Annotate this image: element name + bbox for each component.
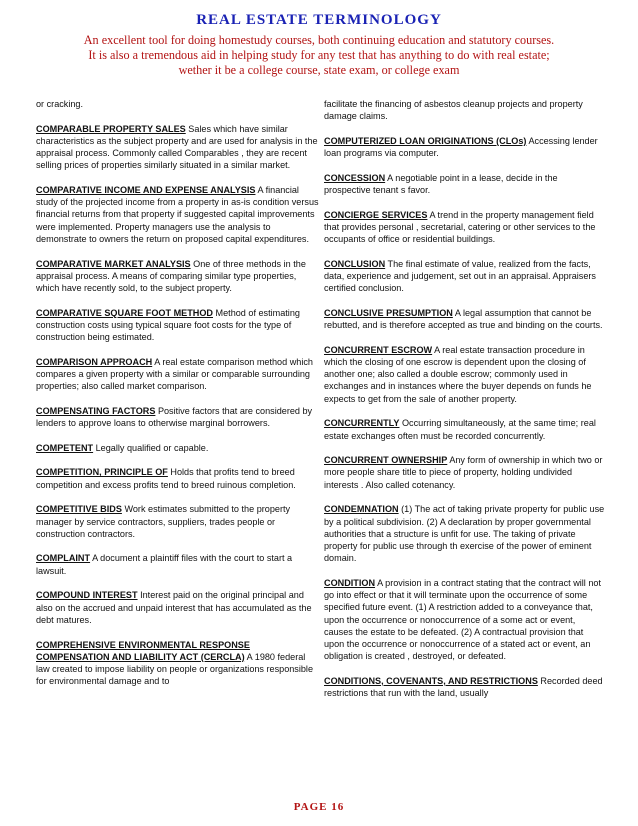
glossary-entry (36, 503, 320, 540)
glossary-definition: or cracking. (36, 99, 84, 109)
glossary-term: CONDITIONS, COVENANTS, AND RESTRICTIONS (324, 675, 538, 686)
glossary-entry (324, 503, 606, 564)
glossary-definition: A document a plaintiff files with the court to start a lawsuit. (36, 553, 293, 576)
glossary-term: COMPOUND INTEREST (36, 590, 138, 601)
glossary-entry (324, 172, 606, 196)
glossary-entry (324, 417, 606, 441)
glossary-term: CONCESSION (324, 172, 386, 183)
glossary-definition: Interest paid on the original principal and also on the accrued and unpaid interest that has accumulated as the debt matures. (36, 590, 312, 625)
subtitle-line: An excellent tool for doing homestudy courses, both continuing education and statutory courses. (83, 33, 555, 47)
glossary-definition: The final estimate of value, realized from the facts, data, experience and judgement, set out in an appraisal. Appraisers certified conclusion. (324, 258, 596, 294)
glossary-definition: Occurring simultaneously, at the same time; real estate exchanges often must be recorded concurrently. (324, 418, 596, 441)
glossary-definition: Legally qualified or capable. (95, 442, 209, 453)
glossary-term: COMPETITION, PRINCIPLE OF (36, 467, 168, 478)
glossary-definition: Accessing lender loan programs via computer. (324, 135, 598, 159)
glossary-entry (36, 184, 320, 245)
glossary-definition: A real estate comparison method which compares a given property with a similar or comparable surrounding properties; also called market comparison. (36, 356, 313, 392)
subtitle-line: It is also a tremendous aid in helping study for any test that has anything to do with real estate; (88, 48, 550, 62)
glossary-term: COMPARISON APPROACH (36, 356, 153, 367)
glossary-entry (36, 258, 320, 295)
glossary-term: COMPARATIVE MARKET ANALYSIS (36, 258, 191, 269)
glossary-definition: Recorded deed restrictions that run with the land, usually (324, 675, 603, 699)
glossary-entry (324, 675, 606, 699)
glossary-definition: Positive factors that are considered by lenders to approve loans to otherwise marginal borrowers. (36, 405, 313, 429)
glossary-entry (324, 258, 606, 295)
glossary-definition: A trend in the property management field that provides personal , secretarial, catering or other services to the occupants of office or residential buildings. (324, 209, 596, 245)
glossary-entry (324, 344, 606, 405)
glossary-entry (324, 135, 606, 159)
glossary-term: CONCLUSION (324, 258, 386, 269)
right-column (324, 98, 606, 712)
glossary-term: COMPENSATING FACTORS (36, 405, 156, 416)
glossary-term: CONDITION (324, 577, 376, 588)
glossary-entry (36, 123, 320, 172)
glossary-term: COMPARABLE PROPERTY SALES (36, 123, 186, 134)
subtitle-line: wether it be a college course, state exam, or college exam (178, 63, 460, 77)
glossary-term: COMPARATIVE INCOME AND EXPENSE ANALYSIS (36, 185, 256, 196)
glossary-entry (36, 307, 320, 344)
glossary-definition: One of three methods in the appraisal process. A means of comparing similar type properties, which have recently sold, to the subject property. (36, 258, 306, 293)
glossary-entry (36, 442, 320, 454)
glossary-entry (324, 98, 606, 122)
glossary-entry (324, 307, 606, 331)
glossary-entry (324, 577, 606, 662)
glossary-definition: A financial study of the projected income from a property in as-is condition versus financial returns from that property if suggested capital improvements were implemented. Property managers use the analysis to demonstrate to owners the return on proposed capital expenditures. (36, 185, 319, 244)
glossary-entry (36, 589, 320, 626)
glossary-term: CONCIERGE SERVICES (324, 209, 428, 220)
page-number: PAGE 16 (293, 801, 345, 813)
glossary-entry (324, 209, 606, 246)
glossary-definition: Any form of ownership in which two or more people share title to piece of property, holding undivided interests . Also called cotenancy. (324, 455, 603, 490)
glossary-definition: A real estate transaction procedure in which the closing of one escrow is dependent upon the closing of another one; also called a double escrow; commonly used in exchanges and in instances where the buyer depends on funds he expects to get from the sale of another property. (324, 344, 592, 404)
glossary-term: CONCURRENTLY (324, 418, 400, 429)
glossary-term: COMPLAINT (36, 553, 91, 564)
glossary-term: CONCURRENT ESCROW (324, 344, 433, 355)
glossary-definition: A 1980 federal law created to impose liability on people or organizations responsible for environmental damage and to (36, 651, 314, 687)
glossary-term: COMPREHENSIVE ENVIRONMENTAL RESPONSE COMPENSATION AND LIABILITY ACT (CERCLA) (36, 639, 250, 662)
glossary-entry (36, 639, 320, 688)
glossary-term: COMPETITIVE BIDS (36, 504, 122, 515)
glossary-entry (324, 454, 606, 491)
glossary-definition: A legal assumption that cannot be rebutted, and is therefore accepted as true and binding on the courts. (324, 307, 603, 331)
glossary-definition: facilitate the financing of asbestos cleanup projects and property damage claims. (324, 99, 583, 122)
glossary-term: COMPUTERIZED LOAN ORIGINATIONS (CLOs) (324, 135, 527, 146)
glossary-definition: Work estimates submitted to the property manager by service contractors, suppliers, trades people or construction contractors. (36, 504, 291, 539)
glossary-definition: (1) The act of taking private property for public use by a political subdivision. (2) A declaration by proper governmental authorities that a structure is unfit for use. The taking of private property for public use through th exercise of the power of eminent domain. (324, 504, 605, 564)
page-title: REAL ESTATE TERMINOLOGY (196, 12, 442, 28)
glossary-entry (36, 552, 320, 576)
glossary-definition: A provision in a contract stating that the contract will not go into effect or that it will terminate upon the occurrence of some specified future event. (1) A restriction added to a conveyance that, upon the occurrence or nonoccurrence of a some act or event, causes the estate to be defeated. (2) A contractual provision that upon the occurrence or nonoccurrence of a stated act or event, an obligation is created , destroyed, or defeated. (324, 577, 601, 662)
glossary-definition: Method of estimating construction costs using typical square foot costs for the type of construction being estimated. (36, 307, 300, 343)
glossary-term: COMPETENT (36, 442, 94, 453)
glossary-term: COMPARATIVE SQUARE FOOT METHOD (36, 307, 213, 318)
glossary-definition: Holds that profits tend to breed competition and excess profits tend to breed ruinous completion. (36, 467, 296, 490)
glossary-definition: A negotiable point in a lease, decide in the prospective tenant s favor. (324, 172, 558, 196)
glossary-entry (36, 98, 320, 110)
glossary-entry (36, 466, 320, 490)
glossary-definition: Sales which have similar characteristics as the subject property and are used for analysis in the appraisal process. Commonly called Comparables , they are recent selling prices of properties similarly situated in a similar market. (36, 123, 318, 171)
glossary-entry (36, 405, 320, 429)
left-column (36, 98, 320, 700)
glossary-entry (36, 356, 320, 393)
glossary-term: CONCURRENT OWNERSHIP (324, 455, 448, 466)
glossary-term: CONCLUSIVE PRESUMPTION (324, 307, 453, 318)
glossary-term: CONDEMNATION (324, 504, 399, 515)
page-header (0, 12, 638, 78)
